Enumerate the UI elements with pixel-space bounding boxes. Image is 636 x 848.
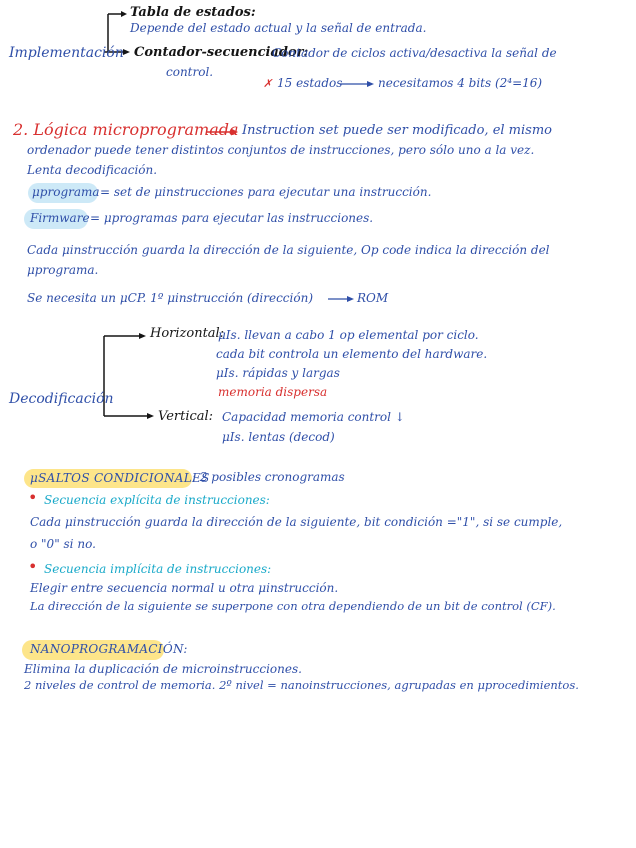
tabla-estados-label: Tabla de estados:	[130, 5, 256, 20]
implicita-line-1: Elegir entre secuencia normal u otra μinstrucción.	[30, 581, 339, 595]
uprograma-term: μprograma	[32, 185, 100, 199]
decodificacion-label: Decodificación	[9, 391, 114, 407]
implicita-heading: Secuencia implícita de instrucciones:	[44, 562, 272, 576]
nano-line-1: Elimina la duplicación de microinstrucciones.	[24, 662, 302, 676]
firmware-term: Firmware	[30, 211, 90, 225]
uprograma-def: = set de μinstrucciones para ejecutar una instrucción.	[100, 185, 432, 199]
tabla-estados-desc: Depende del estado actual y la señal de entrada.	[130, 21, 427, 35]
memoria-dispersa: memoria dispersa	[218, 385, 328, 399]
firmware-def: = μprogramas para ejecutar las instrucciones.	[90, 211, 374, 225]
contador-label: Contador-secuenciador:	[134, 45, 309, 60]
horizontal-line-3: μIs. rápidas y largas	[216, 366, 340, 380]
nano-heading: NANOPROGRAMACIÓN:	[30, 642, 188, 656]
vertical-line-2: μIs. lentas (decod)	[222, 430, 335, 444]
horizontal-label: Horizontal:	[150, 326, 225, 341]
contador-desc: Contador de ciclos activa/desactiva la señal de	[272, 46, 557, 60]
vertical-label: Vertical:	[158, 409, 214, 424]
logica-line-2: ordenador puede tener distintos conjuntos de instrucciones, pero sólo uno a la vez.	[27, 143, 535, 157]
explicita-line-2: o "0" si no.	[30, 537, 96, 551]
nano-line-2: 2 niveles de control de memoria. 2º nivel = nanoinstrucciones, agrupadas en μprocedimientos.	[24, 678, 579, 692]
estados-mark: ✗	[263, 77, 273, 90]
explicita-heading: Secuencia explícita de instrucciones:	[44, 493, 270, 507]
horizontal-line-2: cada bit controla un elemento del hardware.	[216, 347, 488, 361]
cada-line-2: μprograma.	[27, 263, 99, 277]
logica-heading-desc: Instruction set puede ser modificado, el mismo	[242, 123, 552, 138]
implicita-line-2: La dirección de la siguiente se superpone con otra dependiendo de un bit de control (CF).	[30, 599, 556, 613]
horizontal-line-1: μIs. llevan a cabo 1 op elemental por ciclo.	[218, 328, 479, 342]
vertical-line-1: Capacidad memoria control ↓	[222, 410, 405, 424]
cada-line-1: Cada μinstrucción guarda la dirección de la siguiente, Op code indica la dirección del	[27, 243, 550, 257]
implementacion-label: Implementación	[9, 45, 124, 61]
saltos-heading: μSALTOS CONDICIONALES	[30, 471, 210, 485]
necesita-ucp: Se necesita un μCP. 1º μinstrucción (dirección)	[27, 291, 314, 305]
contador-desc-2: control.	[166, 65, 214, 79]
estados-text-2: necesitamos 4 bits (2⁴=16)	[378, 76, 543, 90]
rom-label: ROM	[357, 291, 389, 305]
logica-heading: 2. Lógica microprogramada	[13, 120, 239, 139]
bullet-implicita: •	[28, 557, 38, 576]
estados-text: 15 estados	[277, 76, 343, 90]
saltos-heading-desc: : 2 posibles cronogramas	[192, 470, 345, 484]
explicita-line-1: Cada μinstrucción guarda la dirección de la siguiente, bit condición ="1", si se cumple,	[30, 515, 563, 529]
bullet-explicita: •	[28, 488, 38, 507]
logica-line-3: Lenta decodificación.	[27, 163, 158, 177]
